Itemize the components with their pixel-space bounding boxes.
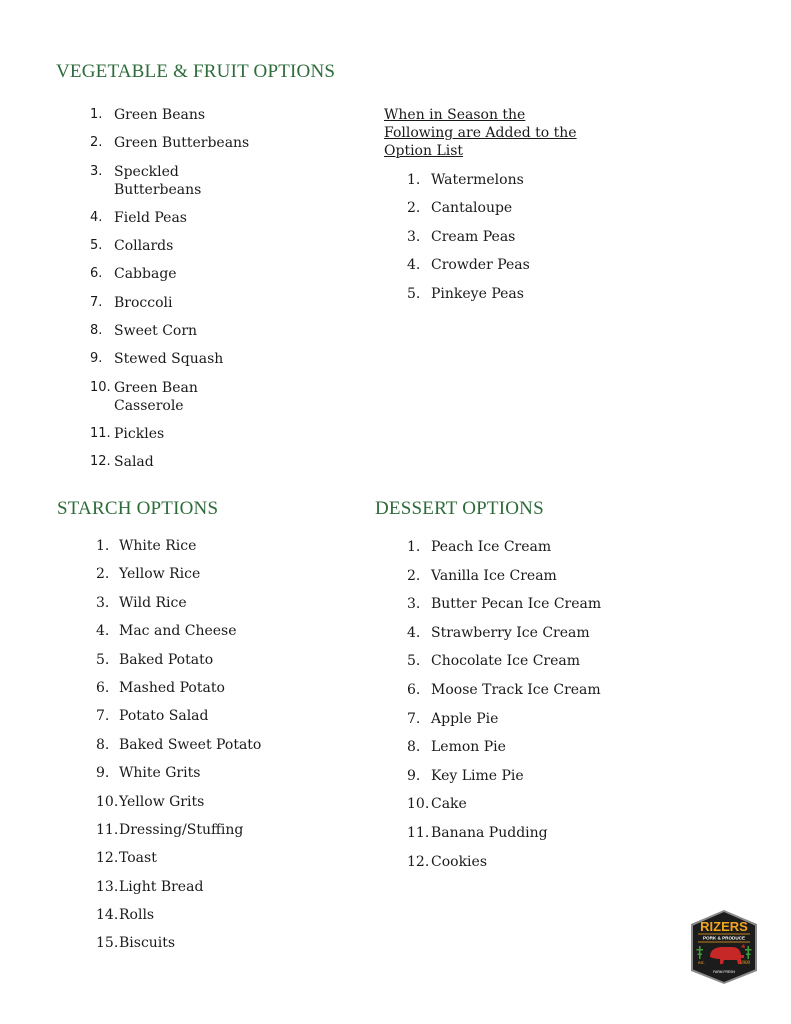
item-text: Stewed Squash: [114, 351, 224, 368]
logo-tagline: PORK & PRODUCE: [702, 935, 746, 941]
item-number: 10.: [96, 793, 119, 810]
item-number: 9.: [407, 767, 421, 784]
list-item: [96, 594, 261, 612]
item-text: Green Butterbeans: [114, 135, 250, 152]
item-text: Rolls: [119, 907, 155, 924]
vegetable-heading: VEGETABLE & FRUIT OPTIONS: [56, 61, 336, 82]
list-item: [407, 538, 601, 556]
list-item: [96, 736, 261, 754]
item-text: Crowder Peas: [431, 257, 530, 274]
list-item: [90, 322, 249, 340]
list-item: [90, 209, 249, 227]
item-text: Watermelons: [431, 172, 524, 188]
dessert-heading: DESSERT OPTIONS: [375, 498, 544, 519]
item-text: Yellow Grits: [119, 793, 205, 810]
list-item: [407, 652, 601, 670]
list-item: [96, 906, 261, 924]
list-item: [96, 849, 261, 867]
item-number: 4.: [96, 623, 110, 640]
item-number: 12.: [90, 454, 111, 470]
list-item: [407, 795, 601, 813]
item-number: 4.: [407, 257, 421, 274]
item-text: Moose Track Ice Cream: [431, 681, 601, 698]
item-text: Dressing/Stuffing: [119, 821, 244, 838]
item-number: 10.: [90, 379, 111, 395]
list-item: [96, 679, 261, 697]
list-item: [96, 793, 261, 811]
list-item: [96, 764, 261, 782]
item-number: 6.: [407, 681, 421, 698]
item-text: Green Beans: [114, 107, 206, 123]
list-item: [96, 707, 261, 725]
seasonal-note: When in Season the Following are Added to the Option List: [384, 107, 577, 159]
item-text: Light Bread: [119, 878, 204, 895]
item-number: 7.: [90, 294, 103, 310]
item-text: Peach Ice Cream: [431, 539, 552, 555]
item-text: Sweet Corn: [114, 323, 198, 340]
dessert-list: [407, 538, 601, 881]
list-item: [90, 379, 249, 415]
item-number: 14.: [96, 907, 119, 924]
item-text: Pinkeye Peas: [431, 285, 524, 302]
item-number: 8.: [96, 736, 110, 753]
list-item: [90, 294, 249, 312]
item-text: Collards: [114, 238, 174, 255]
item-text: Field Peas: [114, 209, 187, 226]
item-text: Biscuits: [119, 935, 176, 952]
item-text: Cantaloupe: [431, 200, 513, 217]
item-text: Broccoli: [114, 294, 173, 311]
list-item: [407, 824, 601, 842]
item-text: Vanilla Ice Cream: [431, 567, 557, 584]
item-number: 12.: [96, 850, 119, 867]
item-text: Banana Pudding: [431, 824, 548, 841]
list-item: [407, 853, 601, 871]
item-text: Apple Pie: [431, 710, 499, 727]
item-text: Green Bean Casserole: [114, 379, 198, 414]
item-text: Key Lime Pie: [431, 767, 524, 784]
item-text: Cabbage: [114, 266, 177, 283]
item-number: 1.: [407, 172, 421, 188]
item-number: 9.: [90, 351, 103, 367]
list-item: [90, 350, 249, 368]
item-text: Pickles: [114, 425, 165, 442]
item-number: 3.: [90, 163, 103, 179]
list-item: [407, 199, 530, 217]
list-item: [407, 681, 601, 699]
item-text: White Rice: [119, 538, 197, 554]
list-item: [407, 228, 530, 246]
logo-footer: FARM FRESH: [713, 970, 735, 974]
item-number: 15.: [96, 935, 119, 952]
list-item: [96, 651, 261, 669]
list-item: [96, 622, 261, 640]
item-number: 13.: [96, 878, 119, 895]
rizers-logo-icon: [689, 909, 759, 985]
list-item: [90, 453, 249, 471]
list-item: [407, 738, 601, 756]
list-item: [407, 285, 530, 303]
item-number: 11.: [96, 821, 119, 838]
item-number: 6.: [90, 266, 103, 282]
seasonal-list: [407, 171, 530, 313]
item-text: Cream Peas: [431, 228, 516, 245]
item-number: 5.: [90, 238, 103, 254]
item-text: Cake: [431, 796, 467, 813]
item-text: Cookies: [431, 853, 487, 870]
item-number: 2.: [90, 135, 103, 151]
item-text: Strawberry Ice Cream: [431, 624, 590, 641]
list-item: [96, 878, 261, 896]
item-number: 4.: [90, 209, 103, 225]
list-item: [96, 934, 261, 952]
item-number: 9.: [96, 765, 110, 782]
list-item: [90, 106, 249, 124]
item-text: Chocolate Ice Cream: [431, 653, 581, 670]
item-number: 3.: [407, 228, 421, 245]
item-number: 5.: [407, 653, 421, 670]
item-number: 1.: [90, 107, 103, 122]
item-number: 10.: [407, 796, 430, 813]
logo-year: 2000: [740, 961, 750, 966]
item-number: 7.: [96, 708, 110, 725]
list-item: [407, 624, 601, 642]
item-number: 11.: [90, 425, 111, 441]
logo-name: RIZERS: [700, 919, 748, 934]
item-number: 1.: [96, 538, 110, 554]
item-number: 2.: [407, 200, 421, 217]
item-number: 3.: [96, 594, 110, 611]
item-number: 6.: [96, 679, 110, 696]
item-text: Potato Salad: [119, 708, 209, 725]
list-item: [90, 134, 249, 152]
list-item: [407, 710, 601, 728]
item-number: 4.: [407, 624, 421, 641]
item-text: Wild Rice: [119, 594, 187, 611]
item-text: Lemon Pie: [431, 739, 506, 756]
item-number: 7.: [407, 710, 421, 727]
logo-est: est.: [698, 961, 705, 966]
item-number: 11.: [407, 824, 430, 841]
item-text: Mac and Cheese: [119, 623, 237, 640]
list-item: [96, 537, 261, 555]
list-item: [90, 425, 249, 443]
item-text: Butter Pecan Ice Cream: [431, 596, 602, 613]
list-item: [90, 163, 249, 199]
item-number: 1.: [407, 539, 421, 555]
item-text: Baked Potato: [119, 651, 214, 668]
starch-heading: STARCH OPTIONS: [57, 498, 219, 519]
starch-list: [96, 537, 261, 963]
item-number: 2.: [407, 567, 421, 584]
list-item: [407, 595, 601, 613]
list-item: [96, 565, 261, 583]
vegetable-list: [90, 106, 249, 482]
item-text: Speckled Butterbeans: [114, 163, 202, 198]
item-text: Toast: [119, 850, 157, 867]
list-item: [407, 256, 530, 274]
list-item: [96, 821, 261, 839]
list-item: [407, 171, 530, 189]
item-number: 8.: [90, 323, 103, 339]
list-item: [90, 265, 249, 283]
item-text: Yellow Rice: [119, 566, 201, 583]
item-number: 8.: [407, 739, 421, 756]
item-number: 5.: [407, 285, 421, 302]
list-item: [90, 237, 249, 255]
item-number: 5.: [96, 651, 110, 668]
item-number: 12.: [407, 853, 430, 870]
item-text: Salad: [114, 454, 154, 471]
item-number: 2.: [96, 566, 110, 583]
list-item: [407, 567, 601, 585]
item-number: 3.: [407, 596, 421, 613]
item-text: Baked Sweet Potato: [119, 736, 262, 753]
list-item: [407, 767, 601, 785]
item-text: White Grits: [119, 765, 201, 782]
item-text: Mashed Potato: [119, 679, 225, 696]
